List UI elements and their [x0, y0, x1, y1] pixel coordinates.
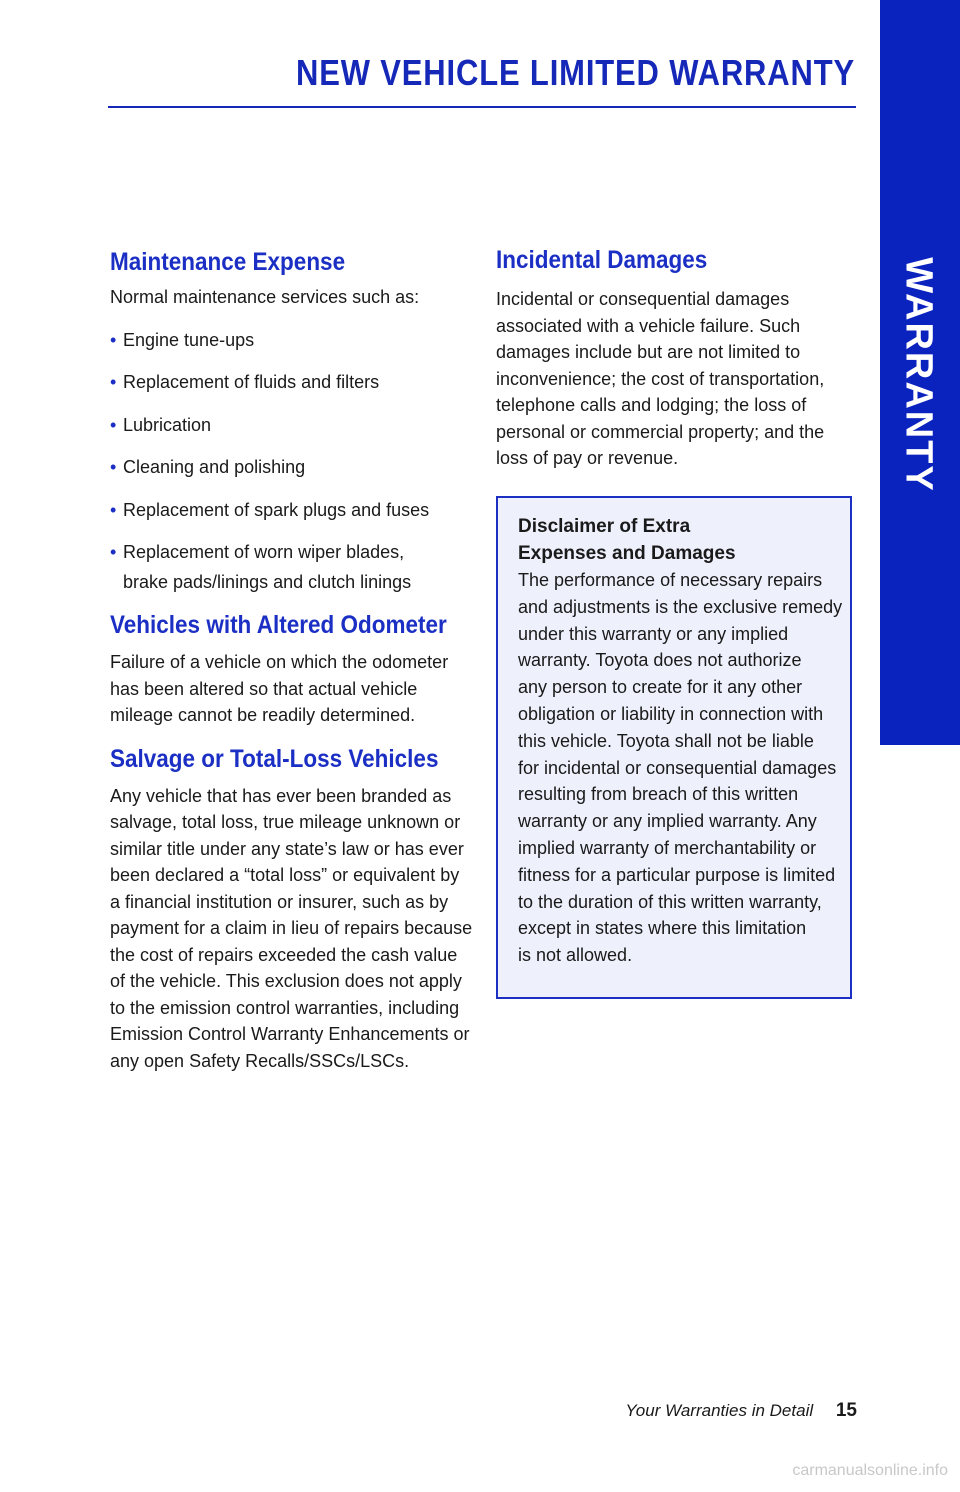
watermark: carmanualsonline.info [792, 1462, 948, 1479]
bullet-icon: • [110, 499, 117, 520]
bullet-icon: • [110, 542, 117, 562]
page-number: 15 [835, 1400, 857, 1421]
maintenance-intro: Normal maintenance services such as: [110, 287, 420, 307]
bullet-icon: • [110, 457, 117, 477]
list-item: • Lubrication [110, 412, 470, 438]
odometer-heading: Vehicles with Altered Odometer [110, 611, 447, 639]
bullet-icon: • [110, 329, 117, 350]
odometer-text: Failure of a vehicle on which the odometer has been altered so that actual vehicle mileage cannot be readily determined. [110, 652, 449, 725]
list-item: • Replacement of fluids and filters [110, 369, 470, 395]
disclaimer-box [496, 496, 852, 999]
page-title: NEW VEHICLE LIMITED WARRANTY [296, 52, 855, 93]
list-item: • Cleaning and polishing [110, 454, 470, 480]
bullet-icon: • [110, 414, 117, 435]
list-item: • Replacement of worn wiper blades, brake pads/linings and clutch linings [110, 539, 470, 595]
right-column [496, 244, 856, 472]
incidental-heading: Incidental Damages [496, 246, 708, 274]
list-item: • Replacement of spark plugs and fuses [110, 497, 470, 523]
salvage-heading: Salvage or Total-Loss Vehicles [110, 744, 439, 773]
list-item: • Engine tune-ups [110, 327, 470, 353]
salvage-text: Any vehicle that has ever been branded as salvage, total loss, true mileage unknown or similar title under any state’s law or has ever been declared a “total loss” or equivalent by a financial institution or insurer, such as by payment for a claim in lieu of repairs because the cost of repairs exceeded the cash value of the vehicle. This exclusion does not apply to the emission control warranties, including Emission Control Warranty Enhancements or any open Safety Recalls/SSCs/LSCs. [110, 785, 473, 1071]
footer-label: Your Warranties in Detail [625, 1401, 814, 1420]
bullet-icon: • [110, 372, 117, 392]
incidental-text: Incidental or consequential damages associated with a vehicle failure. Such damages include but are not limited to inconvenience; the cost of transportation, telephone calls and lodging; the loss of personal or commercial property; and the loss of pay or revenue. [496, 289, 825, 468]
title-divider [108, 106, 856, 108]
side-tab-label: WARRANTY [897, 257, 940, 493]
maintenance-list [110, 327, 470, 596]
disclaimer-text: The performance of necessary repairs and adjustments is the exclusive remedy under this warranty or any implied warranty. Toyota does not authorize any person to create for it any other obligation or liability in connection with this vehicle. Toyota shall not be liable for incidental or consequential damages resulting from breach of this written warranty or any implied warranty. Any implied warranty of merchantability or fitness for a particular purpose is limited to the duration of this written warranty, except in states where this limitation is not allowed. [518, 570, 843, 966]
left-column [110, 246, 473, 1074]
page-footer [625, 1400, 857, 1422]
maintenance-heading: Maintenance Expense [110, 248, 346, 276]
disclaimer-title: Disclaimer of Extra Expenses and Damages [518, 516, 736, 564]
